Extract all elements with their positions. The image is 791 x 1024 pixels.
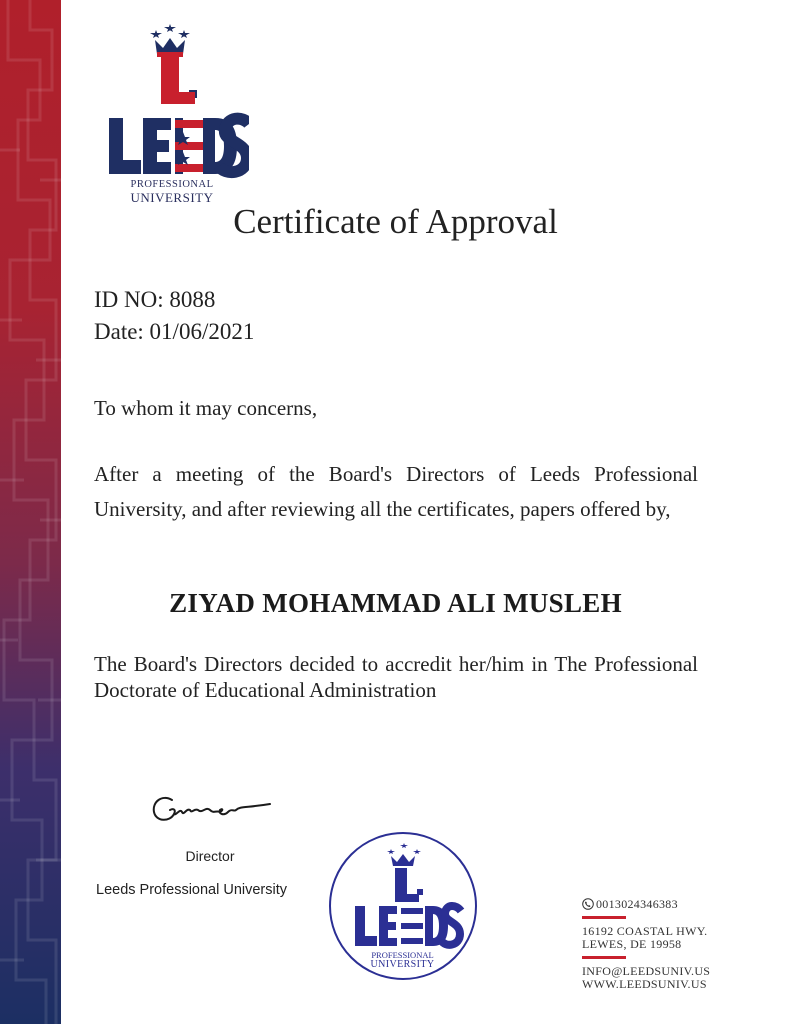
phone-icon bbox=[582, 898, 594, 910]
leeds-logo-icon bbox=[103, 24, 249, 180]
decorative-side-bar bbox=[0, 0, 61, 1024]
id-number: ID NO: 8088 bbox=[94, 287, 216, 312]
handwritten-signature-icon bbox=[150, 790, 280, 830]
director-title: Director bbox=[185, 848, 235, 864]
certificate-meta bbox=[94, 284, 254, 348]
maze-pattern bbox=[0, 0, 61, 1024]
issue-date: Date: 01/06/2021 bbox=[94, 319, 255, 344]
contact-block bbox=[582, 898, 742, 991]
address-line-2: LEWES, DE 19958 bbox=[582, 937, 682, 951]
decision-paragraph: The Board's Directors decided to accredit her/him in The Professional Doctorate of Educational Administration bbox=[94, 652, 698, 702]
greeting: To whom it may concerns, bbox=[94, 396, 318, 420]
website-address: WWW.LEEDSUNIV.US bbox=[582, 977, 707, 991]
certificate-title: Certificate of Approval bbox=[233, 202, 558, 241]
director-signature bbox=[150, 790, 280, 835]
university-logo bbox=[103, 24, 249, 208]
seal-subtitle-university: UNIVERSITY bbox=[370, 959, 435, 970]
phone-row bbox=[582, 898, 742, 911]
phone-number: 0013024346383 bbox=[596, 897, 678, 911]
body-paragraph: After a meeting of the Board's Directors of Leeds Professional University, and after reviewing all the certificates, papers offered by, bbox=[94, 462, 698, 521]
logo-subtitle-university: UNIVERSITY bbox=[130, 190, 214, 205]
university-seal bbox=[329, 832, 477, 980]
logo-subtitle-professional: PROFESSIONAL bbox=[130, 179, 214, 190]
seal-subtitle-professional: PROFESSIONAL bbox=[371, 950, 434, 960]
institution-name: Leeds Professional University bbox=[96, 882, 288, 898]
contact-divider bbox=[582, 916, 626, 919]
recipient-name: ZIYAD MOHAMMAD ALI MUSLEH bbox=[169, 588, 622, 618]
email-address: INFO@LEEDSUNIV.US bbox=[582, 964, 711, 978]
address-line-1: 16192 COASTAL HWY. bbox=[582, 924, 708, 938]
contact-divider bbox=[582, 956, 626, 959]
